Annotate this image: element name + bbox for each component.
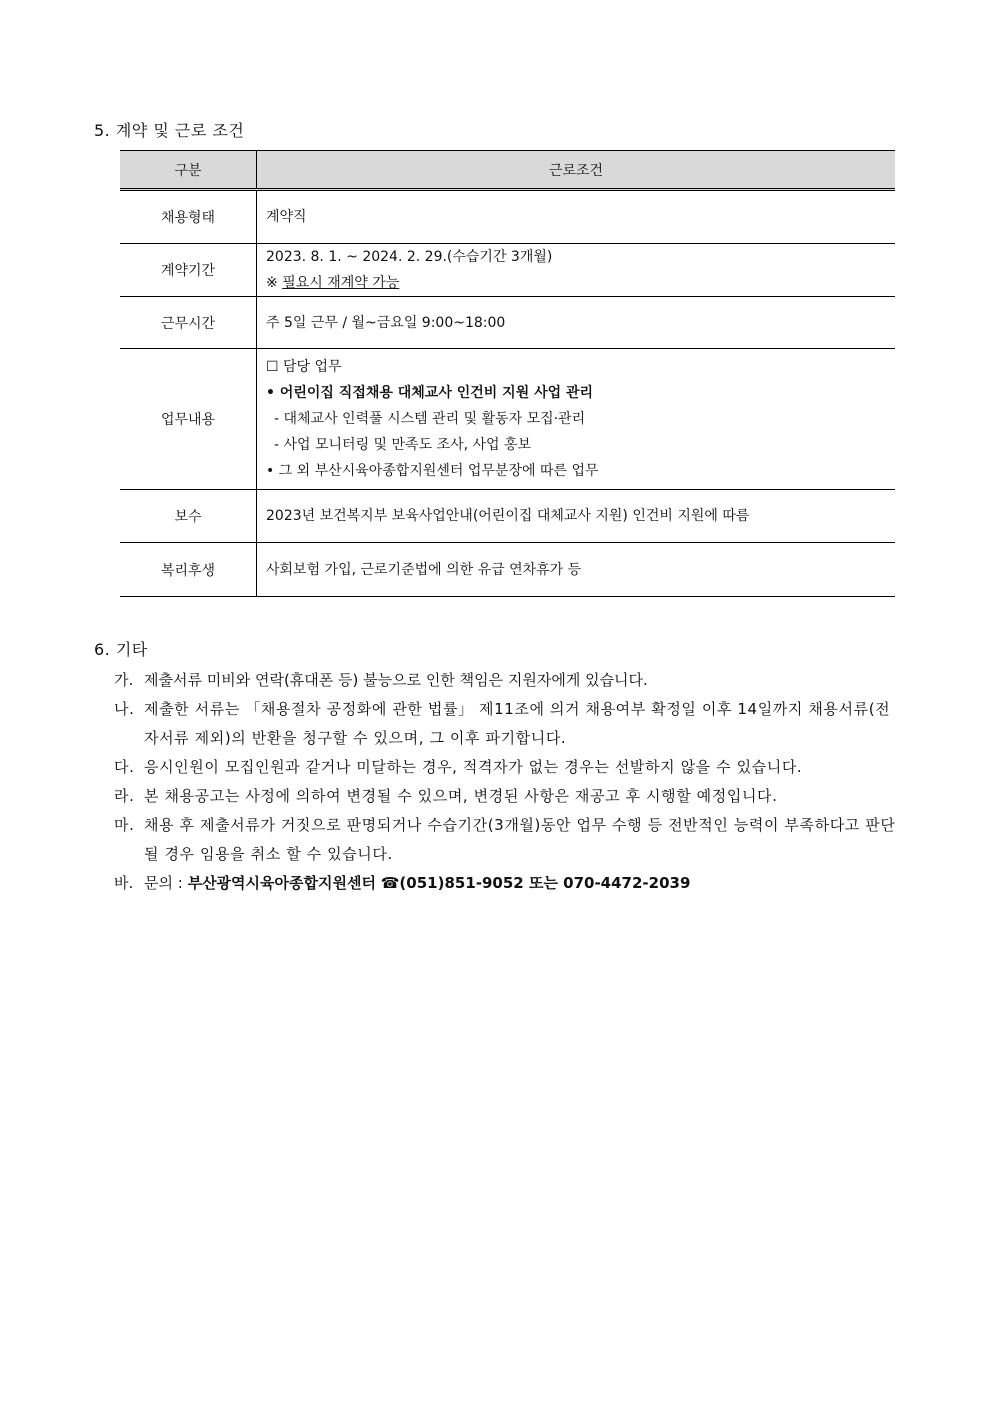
row-label: 근무시간 xyxy=(120,297,257,349)
item-mark: 다. xyxy=(114,758,135,776)
item-text: 제출한 서류는 「채용절차 공정화에 관한 법률」 제11조에 의거 채용여부 확정일 이후 14일까지 채용서류(전자서류 제외)의 반환을 청구할 수 있으며, 그 이후 파기합니다. xyxy=(144,700,891,747)
contact-label: 문의 : xyxy=(144,874,188,892)
row-value: 계약직 xyxy=(257,190,896,244)
row-value xyxy=(257,349,896,490)
row-label: 채용형태 xyxy=(120,190,257,244)
duty-heading: ☐ 담당 업무 xyxy=(266,359,342,375)
table-row xyxy=(120,543,895,597)
header-category: 구분 xyxy=(120,151,257,190)
duty-sub: - 사업 모니터링 및 만족도 조사, 사업 홍보 xyxy=(274,437,532,453)
recontract-text: 필요시 재계약 가능 xyxy=(282,275,400,291)
list-item xyxy=(114,666,904,695)
table-row xyxy=(120,190,895,244)
section-5-title: 5. 계약 및 근로 조건 xyxy=(94,121,245,140)
row-value: 주 5일 근무 / 월~금요일 9:00~18:00 xyxy=(257,297,896,349)
item-mark: 라. xyxy=(114,787,135,805)
contact-line xyxy=(144,869,904,898)
table-row xyxy=(120,490,895,543)
row-label: 복리후생 xyxy=(120,543,257,597)
item-text: 제출서류 미비와 연락(휴대폰 등) 불능으로 인한 책임은 지원자에게 있습니다. xyxy=(144,671,648,689)
contact-org: 부산광역시육아종합지원센터 xyxy=(187,874,376,892)
table-row xyxy=(120,349,895,490)
row-value xyxy=(257,244,896,297)
duty-sub: - 대체교사 인력풀 시스템 관리 및 활동자 모집·관리 xyxy=(274,411,586,427)
row-label: 계약기간 xyxy=(120,244,257,297)
item-text: 채용 후 제출서류가 거짓으로 판명되거나 수습기간(3개월)동안 업무 수행 등 전반적인 능력이 부족하다고 판단될 경우 임용을 취소 할 수 있습니다. xyxy=(144,816,896,863)
contact-item xyxy=(114,869,904,898)
row-label: 보수 xyxy=(120,490,257,543)
row-label: 업무내용 xyxy=(120,349,257,490)
header-conditions: 근로조건 xyxy=(257,151,896,190)
list-item xyxy=(114,782,904,811)
table-row xyxy=(120,297,895,349)
list-item xyxy=(114,695,904,753)
item-text: 응시인원이 모집인원과 같거나 미달하는 경우, 적격자가 없는 경우는 선발하지 않을 수 있습니다. xyxy=(144,758,803,776)
item-mark: 가. xyxy=(114,671,134,689)
notes-list xyxy=(114,666,904,898)
note-mark: ※ xyxy=(266,275,283,291)
recontract-note xyxy=(266,270,895,296)
row-value: 사회보험 가입, 근로기준법에 의한 유급 연차휴가 등 xyxy=(257,543,896,597)
section-6-title: 6. 기타 xyxy=(94,640,148,659)
item-text: 본 채용공고는 사정에 의하여 변경될 수 있으며, 변경된 사항은 재공고 후 시행할 예정입니다. xyxy=(144,787,778,805)
item-mark: 마. xyxy=(114,816,135,834)
duty-main: • 어린이집 직접채용 대체교사 인건비 지원 사업 관리 xyxy=(266,385,594,401)
contract-period-line: 2023. 8. 1. ~ 2024. 2. 29.(수습기간 3개월) xyxy=(266,249,553,265)
duty-other: • 그 외 부산시육아종합지원센터 업무분장에 따른 업무 xyxy=(266,463,599,479)
work-conditions-table xyxy=(120,150,895,597)
list-item xyxy=(114,753,904,782)
table-header-row xyxy=(120,151,895,190)
item-mark: 바. xyxy=(114,874,134,892)
row-value: 2023년 보건복지부 보육사업안내(어린이집 대체교사 지원) 인건비 지원에 따름 xyxy=(257,490,896,543)
list-item xyxy=(114,811,904,869)
table-row xyxy=(120,244,895,297)
contact-phone: ☎(051)851-9052 또는 070-4472-2039 xyxy=(380,874,691,892)
item-mark: 나. xyxy=(114,700,135,718)
